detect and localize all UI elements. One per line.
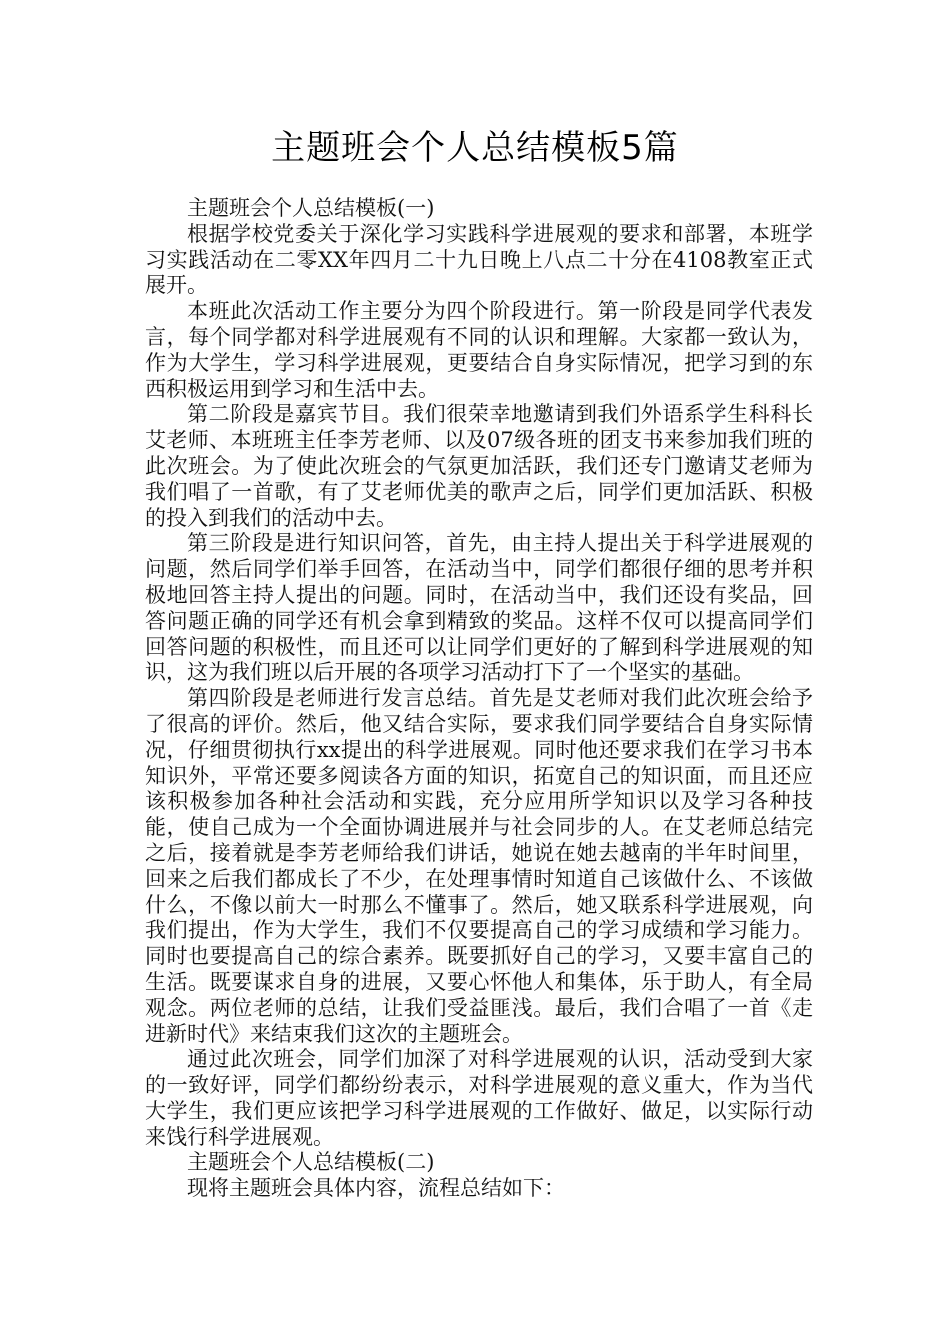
paragraph-stage-3: 第三阶段是进行知识问答，首先，由主持人提出关于科学进展观的问题，然后同学们举手回答，在活动当中，同学们都很仔细的思考并积极地回答主持人提出的问题。同时，在活动当中，我们还设有奖品，回答问题正确的同学还有机会拿到精致的奖品。这样不仅可以提高同学们回答问题的积极性，而且还可以让同学们更好的了解到科学进展观的知识，这为我们班以后开展的各项学习活动打下了一个坚实的基础。 [145, 531, 813, 685]
paragraph-stage-1: 本班此次活动工作主要分为四个阶段进行。第一阶段是同学代表发言，每个同学都对科学进展观有不同的认识和理解。大家都一致认为，作为大学生，学习科学进展观，更要结合自身实际情况，把学习到的东西积极运用到学习和生活中去。 [145, 299, 813, 401]
section-heading-1: 主题班会个人总结模板(一) [187, 196, 435, 220]
section-heading-2: 主题班会个人总结模板(二) [187, 1150, 435, 1175]
paragraph-stage-2: 第二阶段是嘉宾节目。我们很荣幸地邀请到我们外语系学生科科长艾老师、本班班主任李芳老师、以及07级各班的团支书来参加我们班的此次班会。为了使此次班会的气氛更加活跃，我们还专门邀请艾老师为我们唱了一首歌，有了艾老师优美的歌声之后，同学们更加活跃、积极的投入到我们的活动中去。 [145, 402, 813, 530]
paragraph-conclusion: 通过此次班会，同学们加深了对科学进展观的认识，活动受到大家的一致好评，同学们都纷纷表示，对科学进展观的意义重大，作为当代大学生，我们更应该把学习科学进展观的工作做好、做足，以实际行动来饯行科学进展观。 [145, 1047, 813, 1149]
paragraph-intro: 根据学校党委关于深化学习实践科学进展观的要求和部署，本班学习实践活动在二零XX年四月二十九日晚上八点二十分在4108教室正式展开。 [145, 221, 813, 298]
document-title: 主题班会个人总结模板5篇 [271, 128, 679, 168]
paragraph-stage-4: 第四阶段是老师进行发言总结。首先是艾老师对我们此次班会给予了很高的评价。然后，他又结合实际，要求我们同学要结合自身实际情况，仔细贯彻执行xx提出的科学进展观。同时他还要求我们在学习书本知识外，平常还要多阅读各方面的知识，拓宽自己的知识面，而且还应该积极参加各种社会活动和实践，充分应用所学知识以及学习各种技能，使自己成为一个全面协调进展并与社会同步的人。在艾老师总结完之后，接着就是李芳老师给我们讲话，她说在她去越南的半年时间里，回来之后我们都成长了不少，在处理事情时知道自己该做什么、不该做什么，不像以前大一时那么不懂事了。然后，她又联系科学进展观，向我们提出，作为大学生，我们不仅要提高自己的学习成绩和学习能力。同时也要提高自己的综合素养。既要抓好自己的学习，又要丰富自己的生活。既要谋求自身的进展，又要心怀他人和集体，乐于助人，有全局观念。两位老师的总结，让我们受益匪浅。最后，我们合唱了一首《走进新时代》来结束我们这次的主题班会。 [145, 686, 813, 1046]
paragraph-template-2-intro: 现将主题班会具体内容，流程总结如下： [187, 1176, 565, 1201]
document-body [145, 196, 813, 1202]
